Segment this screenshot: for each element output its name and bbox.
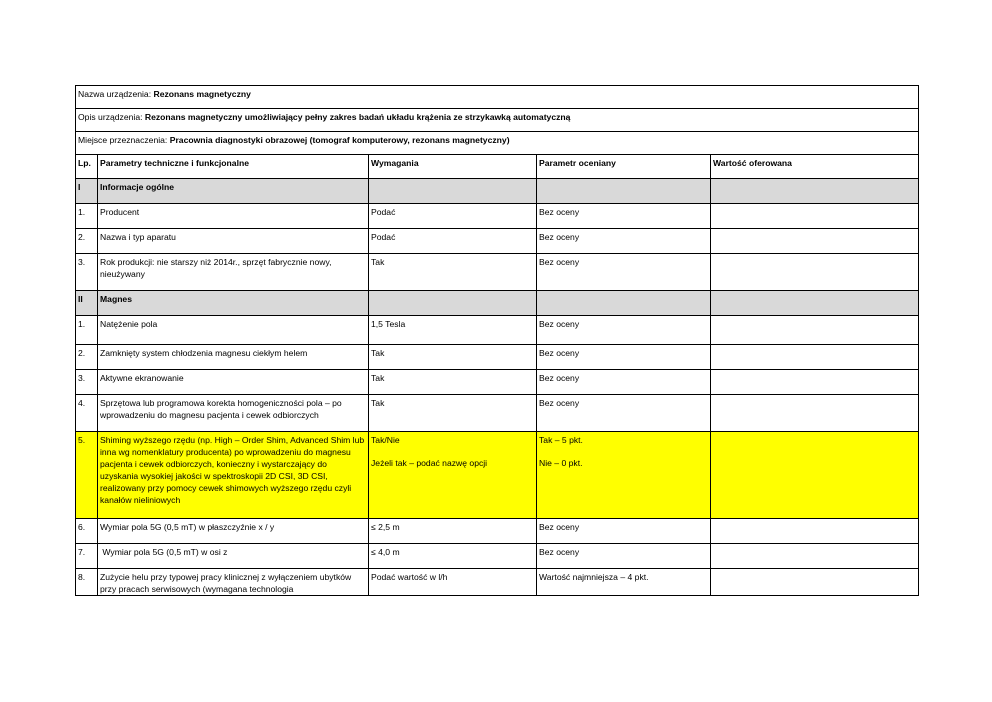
header-lp: Lp.	[76, 155, 98, 179]
row-eval	[537, 179, 711, 204]
row-lp: 5.	[76, 432, 98, 519]
highlighted-row	[76, 432, 919, 519]
row-req: Podać	[369, 229, 537, 254]
row-req: Tak	[369, 395, 537, 432]
row-eval: Bez oceny	[537, 204, 711, 229]
row-param: Producent	[98, 204, 369, 229]
row-lp: 7.	[76, 544, 98, 569]
row-req: Tak	[369, 254, 537, 291]
header-requirements: Wymagania	[369, 155, 537, 179]
row-offered	[711, 432, 919, 519]
device-description-label: Opis urządzenia:	[78, 112, 143, 122]
table-row	[76, 229, 919, 254]
row-param: Wymiar pola 5G (0,5 mT) w płaszczyźnie x / y	[98, 519, 369, 544]
device-location-value: Pracownia diagnostyki obrazowej (tomograf komputerowy, rezonans magnetyczny)	[169, 135, 510, 145]
section-row	[76, 291, 919, 316]
row-eval: Bez oceny	[537, 395, 711, 432]
row-lp: 2.	[76, 345, 98, 370]
row-lp: 3.	[76, 370, 98, 395]
row-param: Magnes	[98, 291, 369, 316]
row-param: Nazwa i typ aparatu	[98, 229, 369, 254]
row-req	[369, 432, 537, 519]
header-params: Parametry techniczne i funkcjonalne	[98, 155, 369, 179]
device-description-value: Rezonans magnetyczny umożliwiający pełny zakres badań układu krążenia ze strzykawką automatyczną	[144, 112, 571, 122]
req-option: Tak/Nie	[371, 435, 400, 445]
eval-yes: Tak – 5 pkt.	[539, 435, 583, 445]
row-eval: Bez oceny	[537, 544, 711, 569]
row-lp: 2.	[76, 229, 98, 254]
table-row	[76, 370, 919, 395]
header-offered: Wartość oferowana	[711, 155, 919, 179]
row-offered	[711, 204, 919, 229]
row-offered	[711, 291, 919, 316]
row-req: Podać	[369, 204, 537, 229]
row-lp: 8.	[76, 569, 98, 596]
row-req: ≤ 2,5 m	[369, 519, 537, 544]
table-row	[76, 519, 919, 544]
device-name-value: Rezonans magnetyczny	[153, 89, 251, 99]
row-eval: Bez oceny	[537, 316, 711, 345]
table-row	[76, 204, 919, 229]
row-req	[369, 179, 537, 204]
req-note: Jeżeli tak – podać nazwę opcji	[371, 458, 488, 468]
row-lp: 3.	[76, 254, 98, 291]
device-description-row	[76, 109, 919, 132]
table-header-row	[76, 155, 919, 179]
row-param: Informacje ogólne	[98, 179, 369, 204]
table-row	[76, 254, 919, 291]
row-offered	[711, 316, 919, 345]
row-eval	[537, 432, 711, 519]
row-eval: Bez oceny	[537, 519, 711, 544]
row-param: Sprzętowa lub programowa korekta homogeniczności pola – po wprowadzeniu do magnesu pacjenta i cewek odbiorczych	[98, 395, 369, 432]
row-eval	[537, 291, 711, 316]
row-offered	[711, 519, 919, 544]
device-location-label: Miejsce przeznaczenia:	[78, 135, 168, 145]
row-param: Wymiar pola 5G (0,5 mT) w osi z	[98, 544, 369, 569]
table-row	[76, 316, 919, 345]
eval-no: Nie – 0 pkt.	[539, 458, 583, 468]
device-location-row	[76, 132, 919, 155]
row-req: Podać wartość w l/h	[369, 569, 537, 596]
device-name-row	[76, 86, 919, 109]
row-offered	[711, 569, 919, 596]
header-evaluated: Parametr oceniany	[537, 155, 711, 179]
row-param: Shiming wyższego rzędu (np. High – Order Shim, Advanced Shim lub inna wg nomenklatury producenta) po wprowadzeniu do magnesu pacjenta i cewek odbiorczych, konieczny i wystarczający do uzyskania wysokiej jakości w spektroskopii 2D CSI, 3D CSI, realizowany przy pomocy cewek shimowych wyższego rzędu czyli kanałów nieliniowych	[98, 432, 369, 519]
row-lp: 1.	[76, 204, 98, 229]
row-offered	[711, 179, 919, 204]
row-eval: Bez oceny	[537, 370, 711, 395]
row-lp: I	[76, 179, 98, 204]
row-param: Zamknięty system chłodzenia magnesu ciekłym helem	[98, 345, 369, 370]
row-req: ≤ 4,0 m	[369, 544, 537, 569]
row-lp: 6.	[76, 519, 98, 544]
row-offered	[711, 345, 919, 370]
device-name-label: Nazwa urządzenia:	[78, 89, 152, 99]
row-param: Natężenie pola	[98, 316, 369, 345]
row-lp: 4.	[76, 395, 98, 432]
row-param: Aktywne ekranowanie	[98, 370, 369, 395]
row-param: Rok produkcji: nie starszy niż 2014r., sprzęt fabrycznie nowy, nieużywany	[98, 254, 369, 291]
row-lp: 1.	[76, 316, 98, 345]
row-eval: Bez oceny	[537, 345, 711, 370]
row-eval: Bez oceny	[537, 254, 711, 291]
table-row	[76, 395, 919, 432]
row-req: 1,5 Tesla	[369, 316, 537, 345]
section-row	[76, 179, 919, 204]
table-row	[76, 544, 919, 569]
row-lp: II	[76, 291, 98, 316]
row-eval: Wartość najmniejsza – 4 pkt.	[537, 569, 711, 596]
row-param: Zużycie helu przy typowej pracy klinicznej z wyłączeniem ubytków przy pracach serwisowych (wymagana technologia	[98, 569, 369, 596]
row-eval: Bez oceny	[537, 229, 711, 254]
row-req: Tak	[369, 345, 537, 370]
row-offered	[711, 229, 919, 254]
row-offered	[711, 254, 919, 291]
row-req: Tak	[369, 370, 537, 395]
table-row	[76, 345, 919, 370]
row-offered	[711, 544, 919, 569]
row-offered	[711, 370, 919, 395]
table-row	[76, 569, 919, 596]
row-offered	[711, 395, 919, 432]
row-req	[369, 291, 537, 316]
specification-table	[75, 85, 919, 596]
